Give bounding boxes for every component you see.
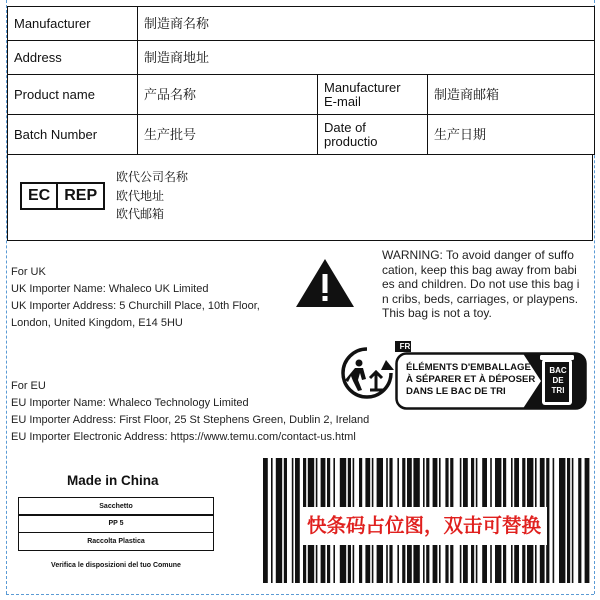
address-row [8, 41, 595, 75]
eu-importer-name: EU Importer Name: Whaleco Technology Limited [11, 397, 249, 409]
recycling-row-1: Sacchetto [18, 497, 214, 516]
barcode-bar [553, 458, 555, 583]
product-row [8, 75, 595, 115]
barcode-bar [578, 458, 581, 583]
email-label [318, 75, 428, 115]
barcode-placeholder-text: 快条码占位图，双击可替换 [301, 507, 547, 545]
production-date-value: 生产日期 [428, 115, 595, 155]
address-value: 制造商地址 [138, 41, 595, 75]
triman-line-1: ÉLÉMENTS D'EMBALLAGE [406, 362, 531, 373]
barcode-bar [284, 458, 287, 583]
barcode-bar [567, 458, 570, 583]
uk-importer-address-2: London, United Kingdom, E14 5HU [11, 317, 183, 329]
email-value: 制造商邮箱 [428, 75, 595, 115]
triman-icon [340, 346, 394, 400]
product-name-value: 产品名称 [138, 75, 318, 115]
bottom-guide-line [6, 594, 594, 595]
recycling-row-2: PP 5 [18, 514, 214, 533]
barcode-bar [263, 458, 268, 583]
product-info-table [7, 6, 595, 155]
bin-line-1: BAC [549, 366, 567, 375]
barcode-bar [559, 458, 565, 583]
triman-line-3: DANS LE BAC DE TRI [406, 386, 506, 397]
bin-line-3: TRI [551, 386, 565, 395]
fr-badge: FR [399, 342, 411, 351]
ec-rep-symbol [20, 182, 105, 210]
eu-heading: For EU [11, 380, 46, 392]
uk-importer-address-1: UK Importer Address: 5 Churchill Place, 10th Floor, [11, 300, 260, 312]
address-label: Address [8, 41, 138, 75]
ec-rep-email: 欧代邮箱 [116, 207, 165, 221]
ec-rep-section [7, 154, 593, 241]
verifica-note: Verifica le disposizioni del tuo Comune [51, 562, 181, 569]
manufacturer-label: Manufacturer [8, 7, 138, 41]
eu-importer-address: EU Importer Address: First Floor, 25 St Stephens Green, Dublin 2, Ireland [11, 414, 370, 426]
warning-triangle-icon [294, 257, 356, 309]
barcode-bar [276, 458, 282, 583]
ec-rep-company: 欧代公司名称 [116, 170, 189, 184]
manufacturer-row [8, 7, 595, 41]
recycling-table [18, 498, 214, 551]
ec-rep-details [116, 168, 188, 224]
barcode-bar [292, 458, 294, 583]
batch-number-label: Batch Number [8, 115, 138, 155]
barcode-bar [585, 458, 590, 583]
email-label-line1: Manufacturer [324, 79, 401, 95]
triman-line-2: À SÉPARER ET À DÉPOSER [406, 374, 536, 385]
eu-importer-electronic-address: EU Importer Electronic Address: https://www.temu.com/contact-us.html [11, 431, 356, 443]
bac-de-tri-label [546, 366, 570, 396]
batch-number-value: 生产批号 [138, 115, 318, 155]
manufacturer-value: 制造商名称 [138, 7, 595, 41]
rep-label: REP [64, 187, 98, 204]
recycling-row-3: Raccolta Plastica [18, 532, 214, 551]
suffocation-warning: WARNING: To avoid danger of suffo cation, keep this bag away from babi es and children. Do not use this bag i n cribs, beds, carriages, or playpens. This bag is not a toy. [382, 248, 580, 321]
made-in-china: Made in China [67, 473, 159, 488]
barcode-bar [295, 458, 300, 583]
barcode-bar [271, 458, 273, 583]
uk-importer-name: UK Importer Name: Whaleco UK Limited [11, 283, 209, 295]
triman-instructions [406, 362, 535, 398]
uk-heading: For UK [11, 266, 46, 278]
ec-label: EC [22, 184, 58, 208]
production-date-label [318, 115, 428, 155]
bin-line-2: DE [552, 376, 564, 385]
barcode-bar [572, 458, 574, 583]
email-label-line2: E-mail [324, 93, 361, 109]
date-label-line2: productio [324, 133, 378, 149]
product-name-label: Product name [8, 75, 138, 115]
date-label-line1: Date of [324, 119, 366, 135]
ec-rep-address: 欧代地址 [116, 188, 165, 203]
batch-row [8, 115, 595, 155]
